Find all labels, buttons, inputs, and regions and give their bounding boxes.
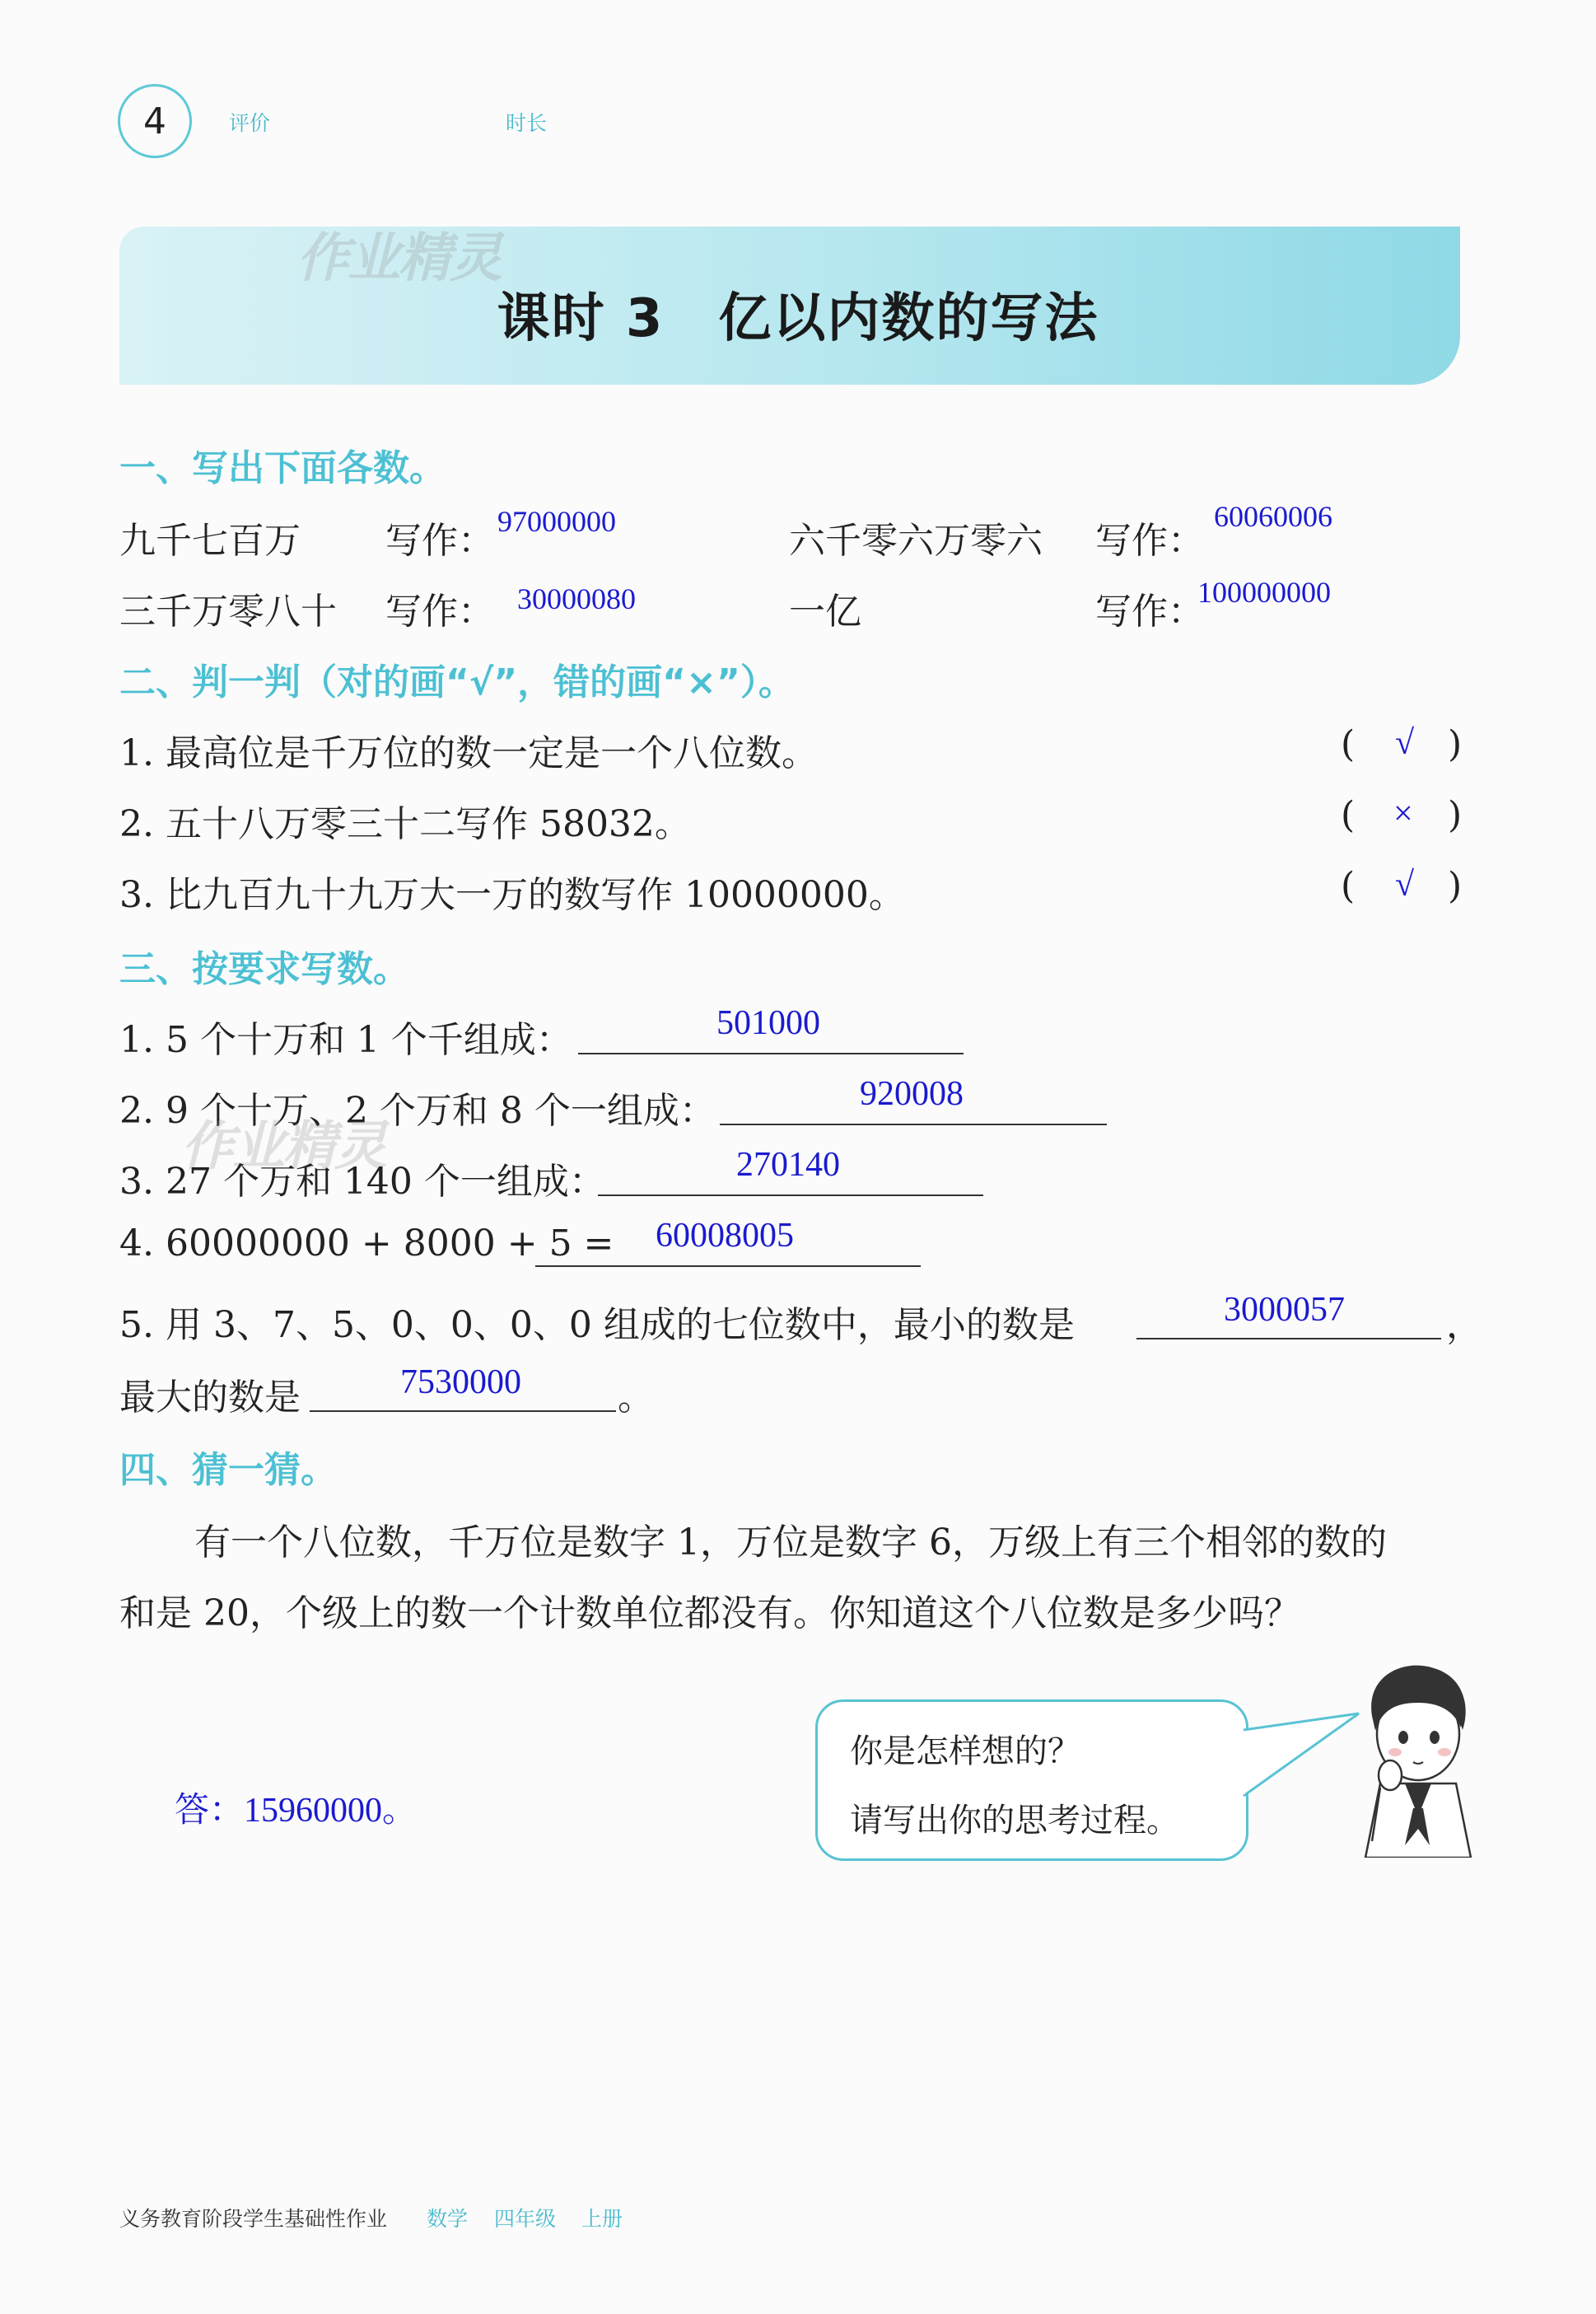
s2-item3-answer: √ [1395,866,1415,904]
s3-item3-blank [598,1194,983,1196]
section3-heading: 三、按要求写数。 [119,948,409,990]
s3-item4-text: 4. 60000000 + 8000 + 5 = [119,1222,614,1265]
s3-item5-comma: ， [1446,1304,1482,1346]
section1-heading: 一、写出下面各数。 [119,447,446,489]
s1-item2-answer: 60060006 [1214,500,1332,533]
s2-item1-text: 1. 最高位是千万位的数一定是一个八位数。 [119,732,818,774]
s3-item5-text-b: 最大的数是 [119,1377,301,1419]
s1-item2-text: 六千零六万零六 [789,520,1043,562]
s4-answer: 答：15960000。 [175,1792,418,1830]
s1-item3-label: 写作： [385,591,494,633]
footer-volume: 上册 [581,2207,623,2231]
s3-item5-blank-min [1136,1338,1441,1339]
page-title: 课时 3 亿以内数的写法 [497,288,1099,349]
s3-item5-period: 。 [618,1377,654,1419]
footer-subject: 数学 [427,2207,469,2231]
s1-item3-text: 三千万零八十 [119,591,337,633]
s2-item2-paren: ( [1341,794,1356,836]
s1-item4-text: 一亿 [789,591,861,633]
section2-heading: 二、判一判（对的画“√”，错的画“×”）。 [119,661,795,704]
s3-item1-blank [578,1053,964,1054]
s1-item1-text: 九千七百万 [119,520,301,562]
s2-item3-text: 3. 比九百九十九万大一万的数写作 10000000。 [119,874,905,916]
watermark-2: 作业精灵 [181,1116,385,1177]
bubble-line2: 请写出你的思考过程。 [850,1802,1179,1840]
watermark: 作业精灵 [296,228,501,289]
s4-line2: 和是 20，个级上的数一个计数单位都没有。你知道这个八位数是多少吗？ [119,1592,1300,1634]
s3-item5-blank-max [310,1410,616,1412]
s3-item1-text: 1. 5 个十万和 1 个千组成： [119,1019,572,1061]
s1-item2-label: 写作： [1095,520,1204,562]
eval-label: 评价 [229,111,271,135]
s2-item2-answer: × [1393,795,1413,833]
s3-item1-answer: 501000 [716,1004,820,1042]
footer-grade: 四年级 [494,2207,557,2231]
s1-item4-label: 写作： [1095,591,1204,633]
s2-item3-paren: ( [1341,865,1356,907]
boy-illustration-icon [1347,1652,1479,1858]
s3-item3-text: 3. 27 个万和 140 个一组成： [119,1161,605,1203]
section4-heading: 四、猜一猜。 [119,1449,337,1491]
s2-item1-paren: ( [1341,723,1356,765]
s3-item5-answer-max: 7530000 [400,1363,521,1401]
s1-item3-answer: 30000080 [517,582,636,615]
s3-item3-answer: 270140 [736,1146,840,1184]
s3-item2-text: 2. 9 个十万、2 个万和 8 个一组成： [119,1090,716,1132]
bubble-line1: 你是怎样想的？ [850,1732,1080,1770]
s4-line1: 有一个八位数，千万位是数字 1，万位是数字 6，万级上有三个相邻的数的 [194,1522,1387,1564]
page-number: 4 [118,84,192,158]
s3-item4-blank [535,1265,921,1267]
s3-item2-blank [720,1124,1107,1125]
footer-book: 义务教育阶段学生基础性作业 [119,2207,388,2231]
s3-item5-answer-min: 3000057 [1224,1291,1345,1329]
s1-item4-answer: 100000000 [1197,576,1331,609]
s2-item1-answer: √ [1395,724,1415,762]
s3-item4-answer: 60008005 [656,1217,794,1255]
s1-item1-label: 写作： [385,520,494,562]
s3-item2-answer: 920008 [860,1075,964,1113]
s2-item2-text: 2. 五十八万零三十二写作 58032。 [119,803,691,845]
s1-item1-answer: 97000000 [497,505,616,538]
s3-item5-text: 5. 用 3、7、5、0、0、0、0 组成的七位数中，最小的数是 [119,1304,1075,1346]
duration-label: 时长 [506,111,548,135]
